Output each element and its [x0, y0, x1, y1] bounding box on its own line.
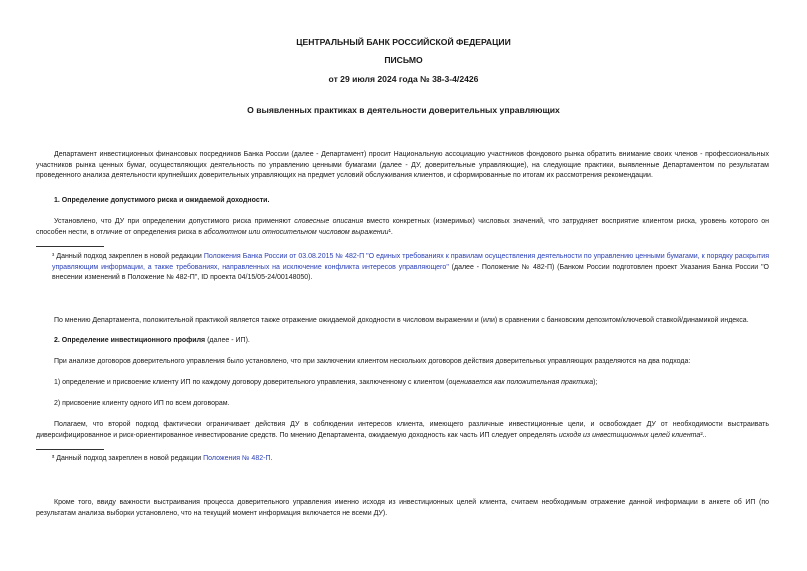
section2-paragraph-2: [36, 420, 769, 441]
footnote-divider-1: [36, 246, 104, 247]
intro-paragraph: Департамент инвестиционных финансовых посредников Банка России (далее - Департамент) просит Национальную ассоциацию участников фондового рынка обратить внимание своих членов - профессиональных участников рынка ценных бумаг, осуществляющих деятельность по управлению ценными бумагами (далее - ДУ, доверительные управляющие), на следующие практики, выявленные Департаментом по результатам проведенного анализа деятельности крупнейших доверительных управляющих на предмет условий обслуживания клиентов, и сформированные по итогам их рассмотрения рекомендации.: [36, 151, 769, 180]
s1-text-d: абсолютном или относительном числовом выражении: [203, 228, 389, 236]
s2-footnote-ref[interactable]: ²..: [700, 431, 707, 439]
footnote1-text-a: Данный подход закреплен в новой редакции: [54, 253, 204, 260]
doc-subject: О выявленных практиках в деятельности доверительных управляющих: [247, 105, 560, 115]
section2-heading: [36, 336, 769, 347]
s2p2-text-a: Полагаем, что второй подход фактически ограничивает действия ДУ в соблюдении интересов клиента, имеющего различные инвестиционные цели, и освобождает ДУ от необходимости выстраивать диверсифицированное и риск-ориентированное инвестирование средств. По мнению Департамента, ожидаемую доходность как часть ИП следует определять: [36, 421, 769, 439]
s1-footnote-ref[interactable]: ¹.: [388, 228, 393, 236]
footnote2-text-b: .: [270, 455, 273, 462]
footnote2-link[interactable]: Положения № 482-П: [203, 455, 271, 462]
footnote1-mark: ¹: [52, 253, 55, 260]
section2-heading-tail: (далее - ИП).: [205, 337, 250, 344]
section2-paragraph-1: При анализе договоров доверительного управления было установлено, что при заключении клиентом нескольких договоров действия доверительных управляющих разделяются на два подхода:: [54, 358, 691, 365]
footnote-divider-2: [36, 449, 104, 450]
footnote1-text-b: (далее - Положение № 482-П) (Банком России подготовлен проект Указания Банка России "О внесении изменений в Положение № 482-П", ID проекта 04/15/05-24/00148050).: [52, 263, 769, 282]
footnote-1: [52, 252, 769, 284]
footnote-2: [52, 454, 769, 465]
footnote1-link[interactable]: Положения Банка России от 03.08.2015 № 482-П "О единых требованиях к правилам осуществления деятельности по управлению ценными бумагами, к порядку раскрытия управляющим информации, а также требованиях, направленных на исключение конфликта интересов управляющего": [52, 253, 769, 271]
section1-heading: [36, 196, 769, 207]
section2-heading-text: 2. Определение инвестиционного профиля: [54, 337, 206, 344]
section1-heading-text: 1. Определение допустимого риска и ожидаемой доходности.: [54, 197, 270, 204]
item1-text-b: оценивается как положительная практика: [448, 379, 594, 386]
footnote2-mark: ²: [52, 455, 55, 462]
section2-item-1: [36, 378, 769, 389]
section2-item-2: 2) присвоение клиенту одного ИП по всем договорам.: [54, 400, 230, 407]
doc-date-number: от 29 июля 2024 года № 38-3-4/2426: [328, 74, 479, 84]
org-title: ЦЕНТРАЛЬНЫЙ БАНК РОССИЙСКОЙ ФЕДЕРАЦИИ: [296, 37, 511, 47]
s1-text-a: Установлено, что ДУ при определении допустимого риска применяют: [54, 218, 295, 225]
footnote2-text-a: Данный подход закреплен в новой редакции: [54, 455, 204, 462]
item1-text-a: 1) определение и присвоение клиенту ИП по каждому договору доверительного управления, заключенному с клиентом (: [54, 379, 449, 386]
item1-text-c: );: [593, 379, 598, 386]
final-paragraph: Кроме того, ввиду важности выстраивания процесса доверительного управления именно исходя из инвестиционных целей клиента, считаем необходимым отражение данной информации в анкете об ИП (по результатам анализа выборки установлено, что на текущий момент информация включается не всеми ДУ).: [36, 499, 769, 517]
section1-paragraph: [36, 217, 769, 238]
s1-text-c: вместо конкретных (измеримых) числовых значений, что затрудняет восприятие клиентом риска, уровень которого он способен нести, в отличие от определения риска в: [36, 218, 769, 236]
doc-type: ПИСЬМО: [384, 55, 423, 65]
opinion-paragraph: По мнению Департамента, положительной практикой является также отражение ожидаемой доходности в числовом выражении и (или) в сравнении с банковским депозитом/ключевой ставкой/динамикой индекса.: [54, 317, 749, 324]
s2p2-text-b: исходя из инвестиционных целей клиента: [558, 431, 701, 439]
s1-text-b: словесные описания: [294, 218, 364, 225]
